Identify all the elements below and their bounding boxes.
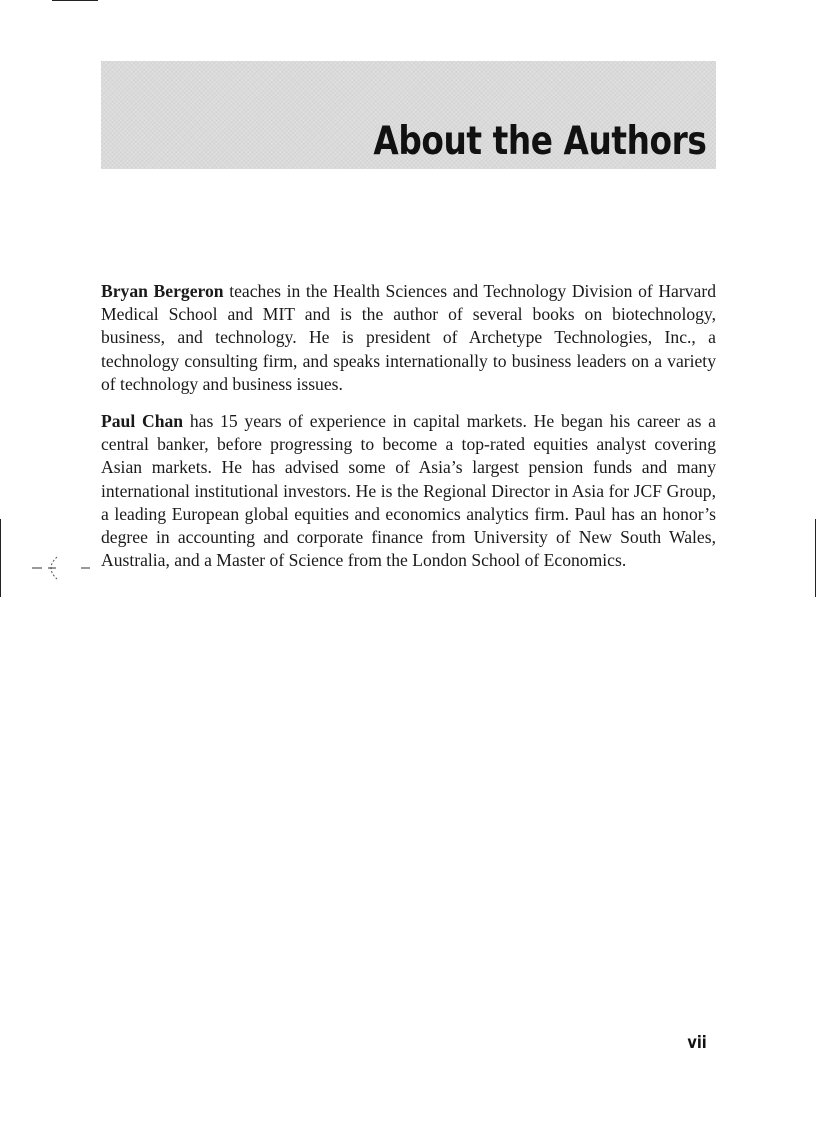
author-bio-chan (101, 410, 716, 572)
author-bio-text: has 15 years of experience in capital markets. He began his career as a central banker, before progressing to become a top-rated equities analyst covering Asian markets. He has advised some of Asia’s largest pension funds and many international institutional investors. He is the Regional Director in Asia for JCF Group, a leading European global equities and economics analytics firm. Paul has an honor’s degree in accounting and corporate finance from University of New South Wales, Australia, and a Master of Science from the London School of Economics. (101, 411, 716, 571)
crop-mark-top (52, 0, 98, 1)
author-bios (101, 280, 716, 586)
author-bio-bergeron (101, 280, 716, 396)
page-edge-line-left (0, 519, 1, 597)
author-name: Paul Chan (101, 411, 184, 432)
page-number: vii (687, 1033, 707, 1053)
author-bio-text: teaches in the Health Sciences and Technology Division of Harvard Medical School and MIT and is the author of several books on biotechnology, business, and technology. He is president of Archetype Technologies, Inc., a technology consulting firm, and speaks internationally to business leaders on a variety of technology and business issues. (101, 281, 716, 394)
author-name: Bryan Bergeron (101, 281, 224, 301)
chapter-title: About the Authors (373, 119, 706, 164)
registration-mark-icon (32, 555, 96, 581)
